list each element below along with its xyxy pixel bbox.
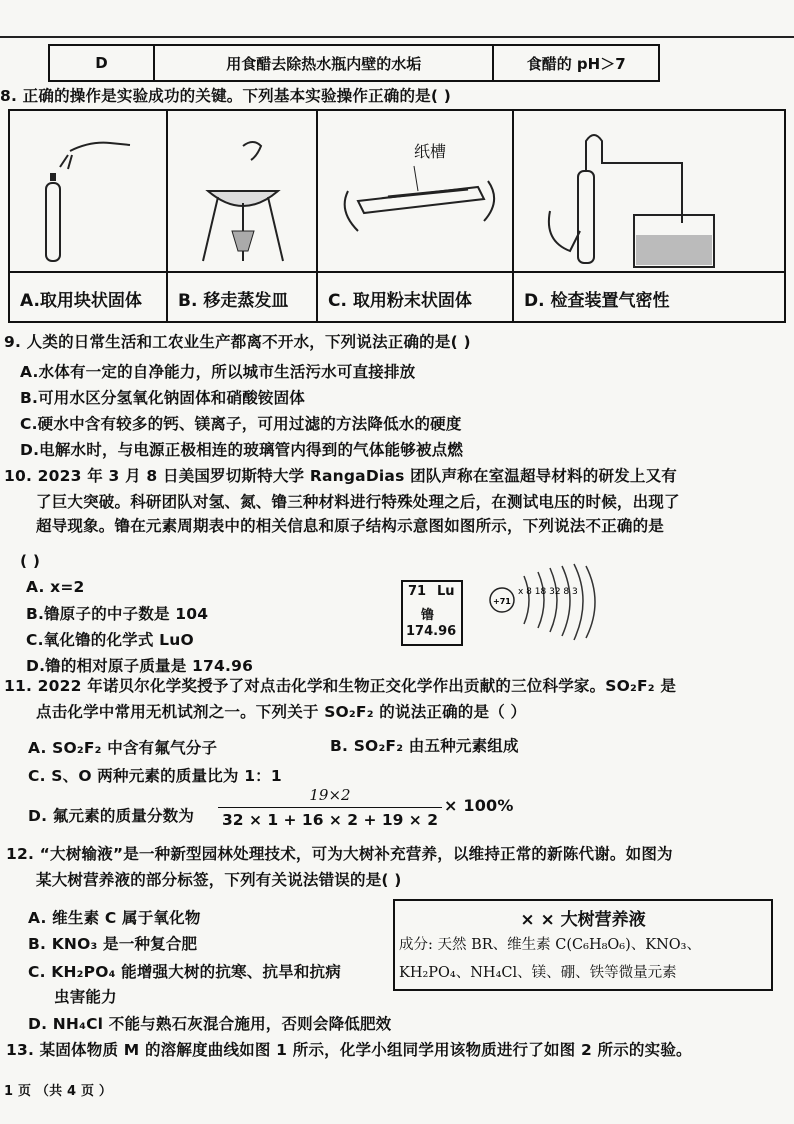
- q9-option-a: A.水体有一定的自净能力，所以城市生活污水可直接排放: [20, 363, 416, 381]
- element-card-lutetium: [401, 580, 463, 646]
- figure-d-label: D. 检查装置气密性: [514, 271, 784, 323]
- q12-option-d: D. NH₄Cl 不能与熟石灰混合施用，否则会降低肥效: [28, 1015, 392, 1033]
- figure-c: [318, 111, 514, 321]
- q12-option-c-line2: 虫害能力: [54, 988, 117, 1006]
- q9-option-b: B.可用水区分氢氧化钠固体和硝酸铵固体: [20, 389, 306, 407]
- q11-option-a: A. SO₂F₂ 中含有氟气分子: [28, 739, 218, 757]
- q10-line3: 超导现象。镥在元素周期表中的相关信息和原子结构示意图如图所示，下列说法不正确的是: [36, 517, 665, 535]
- evaporating-dish-drawing: [168, 111, 318, 271]
- fraction-denominator: 32 × 1 + 16 × 2 + 19 × 2: [222, 811, 438, 829]
- table-cell-text: 用食醋去除热水瓶内壁的水垢: [154, 45, 493, 81]
- q12-option-c-line1: C. KH₂PO₄ 能增强大树的抗寒、抗旱和抗病: [28, 963, 341, 981]
- element-name: 镥: [421, 608, 435, 623]
- paper-trough-drawing: [318, 111, 514, 271]
- paper-trough-note: 纸槽: [414, 142, 447, 161]
- q10-answer-paren: ( ): [20, 552, 41, 570]
- q11-line2: 点击化学中常用无机试剂之一。下列关于 SO₂F₂ 的说法正确的是（ ）: [36, 703, 527, 721]
- q8-stem: 8. 正确的操作是实验成功的关键。下列基本实验操作正确的是( ): [0, 87, 452, 105]
- q12-option-b: B. KNO₃ 是一种复合肥: [28, 935, 198, 953]
- nutrient-label-line2: KH₂PO₄、NH₄Cl、镁、硼、铁等微量元素: [399, 965, 677, 981]
- table-cell-letter: D: [49, 45, 154, 81]
- figure-a: [10, 111, 168, 321]
- q12-option-a: A. 维生素 C 属于氧化物: [28, 909, 201, 927]
- table-cell-ph: 食醋的 pH＞7: [493, 45, 659, 81]
- q12-line2: 某大树营养液的部分标签，下列有关说法错误的是( ): [36, 871, 402, 889]
- q13-stem: 13. 某固体物质 M 的溶解度曲线如图 1 所示，化学小组同学用该物质进行了如图 2 所示的实验。: [6, 1041, 692, 1059]
- q10-line1: 10. 2023 年 3 月 8 日美国罗切斯特大学 RangaDias 团队声称在室温超导材料的研发上又有: [4, 467, 677, 485]
- figure-d: [514, 111, 784, 321]
- q11-option-d-prefix: D. 氟元素的质量分数为: [28, 807, 195, 825]
- q10-option-a: A. x=2: [26, 578, 85, 596]
- q9-option-d: D.电解水时，与电源正极相连的玻璃管内得到的气体能够被点燃: [20, 441, 464, 459]
- nutrient-label-title: × × 大树营养液: [520, 910, 646, 930]
- q10-line2: 了巨大突破。科研团队对氢、氮、镥三种材料进行特殊处理之后，在测试电压的时候，出现了: [36, 493, 680, 511]
- atomic-structure-diagram: [488, 562, 648, 648]
- q10-option-b: B.镥原子的中子数是 104: [26, 605, 209, 623]
- q10-option-d: D.镥的相对原子质量是 174.96: [26, 657, 254, 675]
- figure-b: [168, 111, 318, 321]
- answer-table-row-d: [48, 44, 660, 82]
- q12-line1: 12. “大树输液”是一种新型园林处理技术，可为大树补充营养，以维持正常的新陈代谢。如图为: [6, 845, 673, 863]
- q10-option-c: C.氧化镥的化学式 LuO: [26, 631, 194, 649]
- top-edge: [0, 36, 794, 38]
- figure-a-label: A.取用块状固体: [10, 271, 166, 323]
- tweezers-test-tube-drawing: [10, 111, 168, 271]
- nutrient-label-line1: 成分: 天然 BR、维生素 C(C₆H₈O₆)、KNO₃、: [399, 937, 701, 953]
- nutrient-label: [393, 899, 773, 991]
- figure-c-label: C. 取用粉末状固体: [318, 271, 512, 323]
- q11-option-d-suffix: × 100%: [444, 796, 514, 815]
- fraction-numerator: 19×2: [309, 786, 351, 804]
- q11-line1: 11. 2022 年诺贝尔化学奖授予了对点击化学和生物正交化学作出贡献的三位科学家。SO₂F₂ 是: [4, 677, 677, 695]
- figure-b-label: B. 移走蒸发皿: [168, 271, 316, 323]
- electron-shells: x 8 18 32 8 3: [518, 587, 578, 597]
- q9-stem: 9. 人类的日常生活和工农业生产都离不开水，下列说法正确的是( ): [4, 333, 471, 351]
- page-footer: 1 页 （共 4 页 ）: [4, 1084, 113, 1099]
- q8-figure-panel: [8, 109, 786, 323]
- element-symbol: Lu: [437, 584, 455, 599]
- q11-option-c: C. S、O 两种元素的质量比为 1：1: [28, 767, 282, 785]
- nucleus-charge: +71: [493, 597, 511, 606]
- atomic-mass: 174.96: [406, 624, 457, 639]
- q9-option-c: C.硬水中含有较多的钙、镁离子，可用过滤的方法降低水的硬度: [20, 415, 462, 433]
- q11-option-b: B. SO₂F₂ 由五种元素组成: [330, 737, 519, 755]
- fraction-expression: [218, 786, 442, 829]
- atomic-number: 71: [408, 584, 427, 599]
- airtightness-check-drawing: [514, 111, 784, 271]
